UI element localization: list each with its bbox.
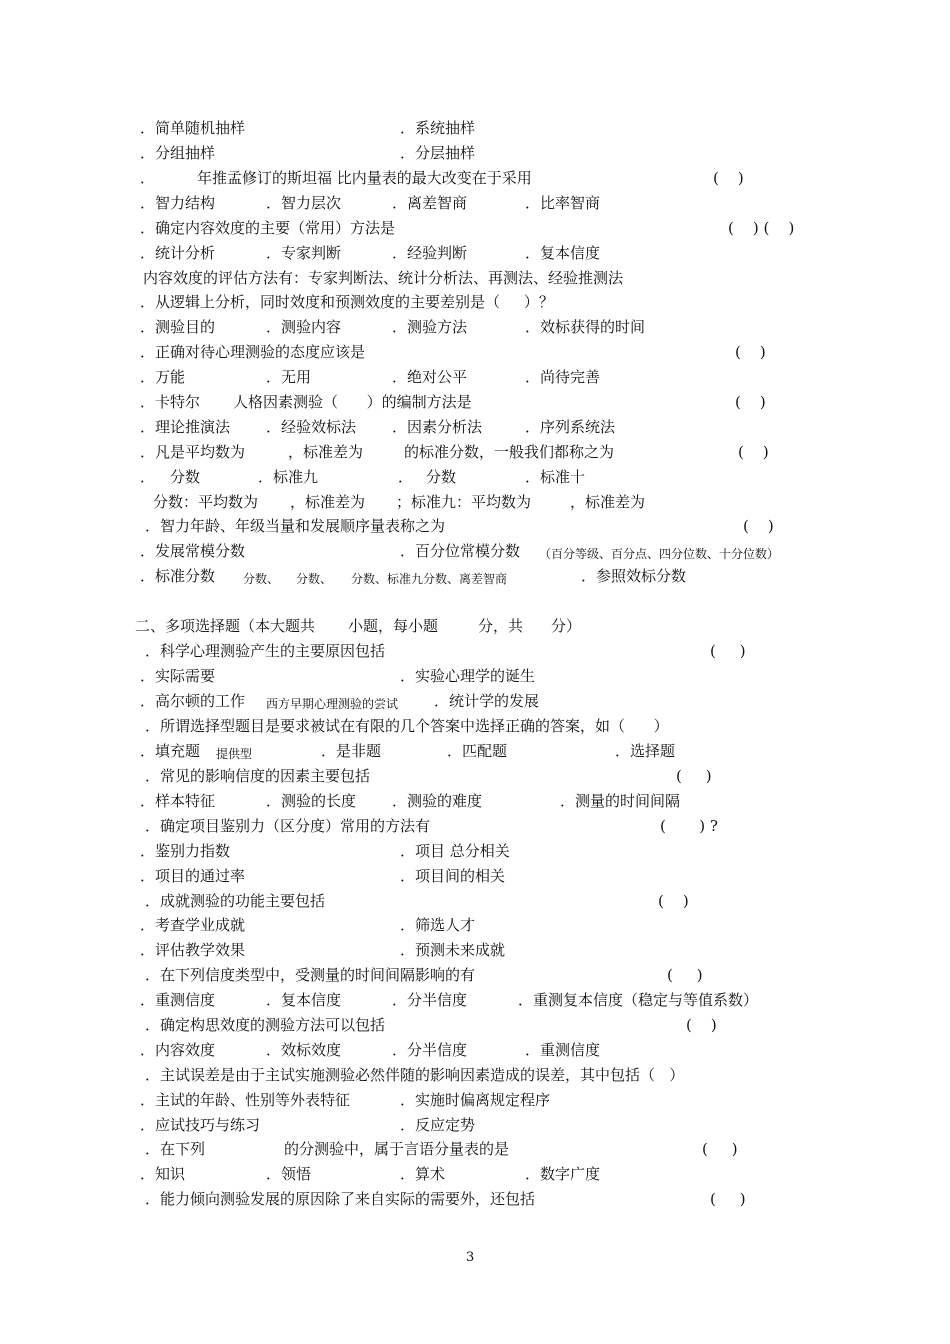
text-line-34-seg-1: ．复本信度 — [266, 991, 342, 1009]
text-line-39-seg-1: ．反应定势 — [400, 1116, 476, 1134]
text-line-32-seg-1: ．预测未来成就 — [400, 941, 506, 959]
text-line-20-seg-1: ( ) — [710, 642, 746, 660]
text-line-21-seg-1: ．实验心理学的诞生 — [400, 667, 536, 685]
text-line-36-seg-2: ．分半信度 — [392, 1041, 468, 1059]
text-line-12-seg-3: ．序列系统法 — [525, 418, 616, 436]
text-line-11-seg-0: ．卡特尔 — [140, 393, 201, 411]
text-line-42-seg-0: ．能力倾向测验发展的原因除了来自实际的需要外，还包括 — [145, 1190, 536, 1208]
text-line-13-seg-0: ．凡是平均数为 — [140, 443, 246, 461]
text-line-0-seg-1: ．系统抽样 — [400, 119, 476, 137]
text-line-15-seg-1: ，标准差为 — [290, 493, 366, 511]
text-line-24-seg-3: ．匹配题 — [447, 742, 508, 760]
text-line-8-seg-3: ．效标获得的时间 — [525, 318, 646, 336]
text-line-30-seg-0: ．成就测验的功能主要包括 — [145, 892, 326, 910]
text-line-3-seg-2: ．离差智商 — [392, 194, 468, 212]
text-line-5-seg-0: ．统计分析 — [140, 244, 216, 262]
text-line-41-seg-0: ．知识 — [140, 1165, 186, 1183]
text-line-5-seg-1: ．专家判断 — [266, 244, 342, 262]
text-line-18-seg-0: ．标准分数 — [140, 567, 216, 585]
text-line-36-seg-0: ．内容效度 — [140, 1041, 216, 1059]
text-line-26-seg-0: ．样本特征 — [140, 792, 216, 810]
text-line-38-seg-0: ．主试的年龄、性别等外表特征 — [140, 1091, 351, 1109]
text-line-10-seg-3: ．尚待完善 — [525, 368, 601, 386]
text-line-11-seg-2: ( ) — [735, 393, 766, 411]
text-line-15-seg-3: ，标准差为 — [570, 493, 646, 511]
text-line-14-seg-1: 分数 — [170, 468, 201, 486]
text-line-1-seg-0: ．分组抽样 — [140, 144, 216, 162]
text-line-12-seg-2: ．因素分析法 — [392, 418, 483, 436]
text-line-34-seg-3: ．重测复本信度（稳定与等值系数） — [518, 991, 759, 1009]
text-line-13-seg-2: 的标准分数，一般我们都称之为 — [404, 443, 615, 461]
text-line-22-seg-0: ．高尔顿的工作 — [140, 692, 246, 710]
text-line-14-seg-3: ． — [398, 468, 414, 486]
text-line-20-seg-0: ．科学心理测验产生的主要原因包括 — [145, 642, 386, 660]
text-line-25-seg-0: ．常见的影响信度的因素主要包括 — [145, 767, 371, 785]
text-line-23-seg-0: ．所谓选择型题目是要求被试在有限的几个答案中选择正确的答案，如（ ） — [145, 717, 669, 735]
text-line-12-seg-0: ．理论推演法 — [140, 418, 231, 436]
text-line-17-seg-2: （百分等级、百分点、四分位数、十分位数） — [539, 547, 780, 561]
text-line-3-seg-3: ．比率智商 — [525, 194, 601, 212]
text-line-15-seg-2: ；标准九：平均数为 — [396, 493, 532, 511]
text-line-9-seg-0: ．正确对待心理测验的态度应该是 — [140, 343, 366, 361]
text-line-27-seg-1: ( ) ? — [660, 817, 718, 835]
text-line-14-seg-5: ．标准十 — [525, 468, 586, 486]
text-line-14-seg-4: 分数 — [426, 468, 457, 486]
text-line-12-seg-1: ．经验效标法 — [266, 418, 357, 436]
text-line-13-seg-1: ，标准差为 — [288, 443, 364, 461]
text-line-28-seg-0: ．鉴别力指数 — [140, 842, 231, 860]
text-line-8-seg-0: ．测验目的 — [140, 318, 216, 336]
text-line-28-seg-1: ．项目 总分相关 — [400, 842, 510, 860]
text-line-13-seg-3: ( ) — [738, 443, 769, 461]
text-line-33-seg-0: ．在下列信度类型中，受测量的时间间隔影响的有 — [145, 966, 476, 984]
text-line-18-seg-1: 分数、 — [243, 572, 280, 586]
text-line-19-seg-1: 小题，每小题 — [348, 617, 439, 635]
text-line-9-seg-1: ( ) — [735, 343, 766, 361]
text-line-8-seg-2: ．测验方法 — [392, 318, 468, 336]
text-line-31-seg-1: ．筛选人才 — [400, 916, 476, 934]
text-line-41-seg-2: ．算术 — [400, 1165, 446, 1183]
text-line-7-seg-0: ．从逻辑上分析，同时效度和预测效度的主要差别是（ ）？ — [140, 293, 554, 311]
text-line-22-seg-2: ．统计学的发展 — [434, 692, 540, 710]
text-line-36-seg-1: ．效标效度 — [266, 1041, 342, 1059]
text-line-40-seg-0: ．在下列 — [145, 1140, 206, 1158]
text-line-10-seg-2: ．绝对公平 — [392, 368, 468, 386]
text-line-3-seg-0: ．智力结构 — [140, 194, 216, 212]
text-line-18-seg-4: ．参照效标分数 — [581, 567, 687, 585]
text-line-35-seg-1: ( ) — [686, 1016, 717, 1034]
text-line-5-seg-3: ．复本信度 — [525, 244, 601, 262]
text-line-18-seg-2: 分数、 — [296, 572, 333, 586]
text-line-21-seg-0: ．实际需要 — [140, 667, 216, 685]
text-line-41-seg-3: ．数字广度 — [525, 1165, 601, 1183]
text-line-29-seg-0: ．项目的通过率 — [140, 867, 246, 885]
text-line-11-seg-1: 人格因素测验（ ）的编制方法是 — [233, 393, 472, 411]
text-line-26-seg-3: ．测量的时间间隔 — [560, 792, 681, 810]
text-line-2-seg-2: ( ) — [713, 169, 744, 187]
text-line-24-seg-0: ．填充题 — [140, 742, 201, 760]
text-line-26-seg-2: ．测验的难度 — [392, 792, 483, 810]
text-line-2-seg-1: 年推孟修订的斯坦福 比内量表的最大改变在于采用 — [197, 169, 532, 187]
text-line-31-seg-0: ．考查学业成就 — [140, 916, 246, 934]
text-line-34-seg-2: ．分半信度 — [392, 991, 468, 1009]
text-line-16-seg-0: ．智力年龄、年级当量和发展顺序量表称之为 — [145, 517, 446, 535]
text-line-24-seg-2: ．是非题 — [321, 742, 382, 760]
text-line-5-seg-2: ．经验判断 — [392, 244, 468, 262]
text-line-14-seg-0: ． — [140, 468, 156, 486]
text-line-19-seg-3: 分） — [551, 617, 582, 635]
text-line-27-seg-0: ．确定项目鉴别力（区分度）常用的方法有 — [145, 817, 431, 835]
text-line-24-seg-1: 提供型 — [216, 747, 253, 761]
text-line-19-seg-2: 分，共 — [478, 617, 524, 635]
text-line-10-seg-1: ．无用 — [266, 368, 312, 386]
text-line-10-seg-0: ．万能 — [140, 368, 186, 386]
text-line-0-seg-0: ．简单随机抽样 — [140, 119, 246, 137]
text-line-29-seg-1: ．项目间的相关 — [400, 867, 506, 885]
text-line-30-seg-1: ( ) — [658, 892, 689, 910]
text-line-8-seg-1: ．测验内容 — [266, 318, 342, 336]
text-line-17-seg-1: ．百分位常模分数 — [400, 542, 521, 560]
text-line-4-seg-0: ．确定内容效度的主要（常用）方法是 — [140, 219, 396, 237]
text-line-22-seg-1: 西方早期心理测验的尝试 — [266, 697, 399, 711]
text-line-35-seg-0: ．确定构思效度的测验方法可以包括 — [145, 1016, 386, 1034]
text-line-6-seg-0: 内容效度的评估方法有：专家判断法、统计分析法、再测法、经验推测法 — [143, 269, 624, 287]
text-line-15-seg-0: 分数：平均数为 — [153, 493, 259, 511]
text-line-41-seg-1: ．领悟 — [266, 1165, 312, 1183]
text-line-39-seg-0: ．应试技巧与练习 — [140, 1116, 261, 1134]
text-line-19-seg-0: 二、多项选择题（本大题共 — [135, 617, 316, 635]
text-line-4-seg-1: ( ) ( ) — [728, 219, 795, 237]
text-line-1-seg-1: ．分层抽样 — [400, 144, 476, 162]
text-line-17-seg-0: ．发展常模分数 — [140, 542, 246, 560]
text-line-24-seg-4: ．选择题 — [615, 742, 676, 760]
text-line-37-seg-0: ．主试误差是由于主试实施测验必然伴随的影响因素造成的误差，其中包括（ ） — [145, 1066, 685, 1084]
text-line-40-seg-1: 的分测验中，属于言语分量表的是 — [284, 1140, 510, 1158]
text-line-33-seg-1: ( ) — [667, 966, 703, 984]
text-line-42-seg-1: ( ) — [710, 1190, 746, 1208]
page-number: 3 — [466, 1250, 475, 1265]
text-line-34-seg-0: ．重测信度 — [140, 991, 216, 1009]
text-line-26-seg-1: ．测验的长度 — [266, 792, 357, 810]
text-line-32-seg-0: ．评估教学效果 — [140, 941, 246, 959]
text-line-14-seg-2: ．标准九 — [258, 468, 319, 486]
text-line-25-seg-1: ( ) — [676, 767, 712, 785]
text-line-40-seg-2: ( ) — [702, 1140, 738, 1158]
text-line-18-seg-3: 分数、标准九分数、离差智商 — [351, 572, 508, 586]
text-line-3-seg-1: ．智力层次 — [266, 194, 342, 212]
text-line-36-seg-3: ．重测信度 — [525, 1041, 601, 1059]
text-line-38-seg-1: ．实施时偏离规定程序 — [400, 1091, 551, 1109]
text-line-16-seg-1: ( ) — [743, 517, 774, 535]
text-line-2-seg-0: ． — [140, 169, 156, 187]
